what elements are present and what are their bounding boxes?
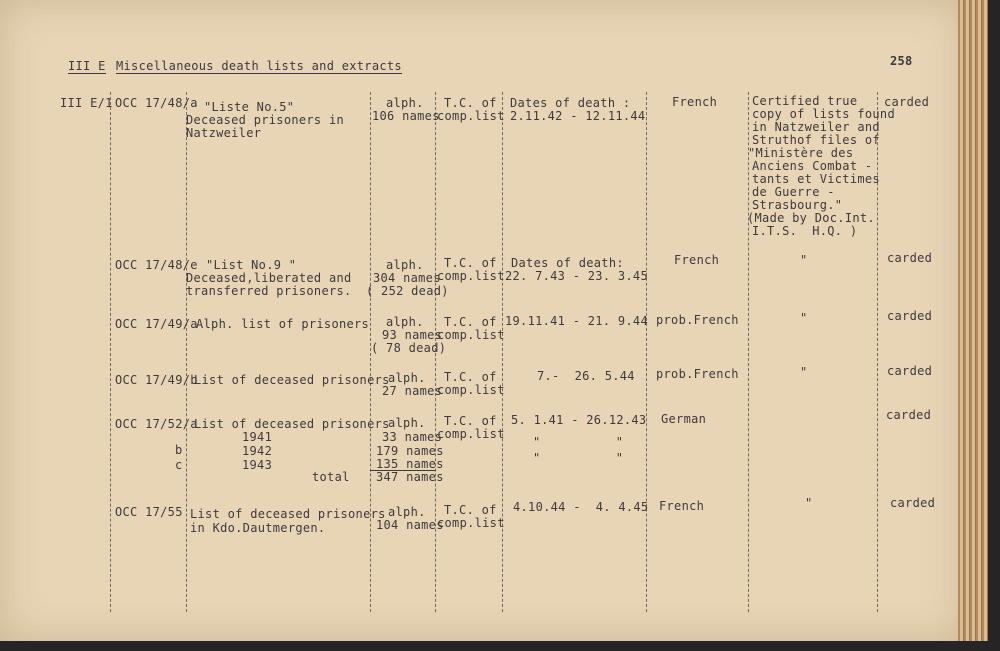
- dates-line: Dates of death :: [510, 96, 631, 110]
- remarks-line: Strasbourg.": [752, 198, 843, 212]
- copy-type-line: T.C. of: [444, 370, 497, 384]
- remarks-line: copy of lists found: [752, 107, 895, 121]
- dates-line: 4.10.44 - 4. 4.45: [513, 500, 649, 514]
- entry-ref: OCC 17/48/a: [115, 96, 198, 110]
- entry-title-line: List of deceased prisoners: [194, 417, 390, 431]
- remarks-line: de Guerre -: [752, 185, 835, 199]
- language: German: [661, 412, 707, 426]
- entry-title-line: List of deceased prisoners: [194, 373, 390, 387]
- arrangement-line: alph.: [386, 315, 424, 329]
- section-ref: III E/1: [60, 96, 113, 110]
- remarks-line: Anciens Combat -: [752, 159, 873, 173]
- arrangement-line: 135 names: [376, 457, 444, 471]
- entry-ref: OCC 17/48/e: [115, 258, 198, 272]
- column-rule: [110, 92, 111, 612]
- arrangement-line: 27 names: [382, 384, 443, 398]
- dates-line: 22. 7.43 - 23. 3.45: [505, 269, 648, 283]
- entry-title-line: "Liste No.5": [204, 100, 295, 114]
- entry-ref: OCC 17/55: [115, 505, 183, 519]
- copy-type-line: T.C. of: [444, 96, 497, 110]
- entry-title-line: Natzweiler: [186, 126, 262, 140]
- dates-line: 7.- 26. 5.44: [537, 369, 635, 383]
- copy-type-line: T.C. of: [444, 503, 497, 517]
- column-rule: [748, 92, 749, 612]
- arrangement-line: 93 names: [382, 328, 443, 342]
- entry-title-line: "List No.9 ": [206, 258, 297, 272]
- section-code: III E: [68, 59, 106, 73]
- sub-ref: c: [175, 458, 183, 472]
- entry-title-line: Deceased prisoners in: [186, 113, 345, 127]
- entry-title-line: List of deceased prisoners: [190, 507, 386, 521]
- arrangement-line: alph.: [388, 505, 426, 519]
- copy-type-line: comp.list: [437, 109, 505, 123]
- arrangement-line: ( 252 dead): [366, 284, 449, 298]
- copy-type-line: T.C. of: [444, 256, 497, 270]
- status: carded: [886, 408, 932, 422]
- column-rule: [502, 92, 503, 612]
- remarks-line: ": [805, 496, 813, 510]
- entry-title-line: in Kdo.Dautmergen.: [190, 521, 326, 535]
- remarks-line: Certified true: [752, 94, 858, 108]
- status: carded: [884, 95, 930, 109]
- dates-line: Dates of death:: [511, 256, 624, 270]
- arrangement-line: 347 names: [376, 470, 444, 484]
- arrangement-line: 106 names: [372, 109, 440, 123]
- entry-title-line: Deceased,liberated and: [186, 271, 352, 285]
- page-edge: [958, 0, 988, 641]
- dates-line: 2.11.42 - 12.11.44: [510, 109, 646, 123]
- arrangement-line: ( 78 dead): [371, 341, 447, 355]
- copy-type-line: T.C. of: [444, 414, 497, 428]
- dates-line: " ": [533, 451, 624, 465]
- column-rule: [877, 92, 878, 612]
- remarks-line: (Made by Doc.Int.: [747, 211, 875, 225]
- remarks-line: ": [800, 365, 808, 379]
- entry-title-line: transferred prisoners.: [186, 284, 352, 298]
- column-rule: [186, 92, 187, 612]
- sub-ref: b: [175, 443, 183, 457]
- arrangement-line: 104 names: [376, 518, 444, 532]
- status: carded: [887, 251, 933, 265]
- dates-line: " ": [533, 435, 624, 449]
- remarks-line: "Ministère des: [748, 146, 854, 160]
- arrangement-line: alph.: [388, 416, 426, 430]
- arrangement-line: 304 names: [373, 271, 441, 285]
- entry-title-line: 1942: [242, 444, 273, 458]
- copy-type-line: comp.list: [437, 427, 505, 441]
- entry-title-line: Alph. list of prisoners: [196, 317, 370, 331]
- status: carded: [890, 496, 936, 510]
- copy-type-line: comp.list: [437, 383, 505, 397]
- remarks-line: Struthof files of: [752, 133, 880, 147]
- entry-title-line: total: [312, 470, 350, 484]
- dates-line: 19.11.41 - 21. 9.44: [505, 314, 648, 328]
- language: prob.French: [656, 367, 739, 381]
- remarks-line: ": [800, 311, 808, 325]
- copy-type-line: comp.list: [437, 516, 505, 530]
- arrangement-line: 33 names: [382, 430, 443, 444]
- column-rule: [646, 92, 647, 612]
- arrangement-line: alph.: [386, 96, 424, 110]
- entry-ref: OCC 17/52/a: [115, 417, 198, 431]
- copy-type-line: T.C. of: [444, 315, 497, 329]
- language: French: [659, 499, 705, 513]
- remarks-line: in Natzweiler and: [752, 120, 880, 134]
- entry-ref: OCC 17/49/b: [115, 373, 198, 387]
- language: French: [672, 95, 718, 109]
- page-number: 258: [890, 54, 913, 68]
- section-title: Miscellaneous death lists and extracts: [116, 59, 402, 73]
- remarks-line: tants et Victimes: [752, 172, 880, 186]
- arrangement-line: alph.: [388, 371, 426, 385]
- entry-title-line: 1943: [242, 458, 273, 472]
- language: prob.French: [656, 313, 739, 327]
- entry-ref: OCC 17/49/a: [115, 317, 198, 331]
- remarks-line: I.T.S. H.Q. ): [752, 224, 858, 238]
- status: carded: [887, 364, 933, 378]
- remarks-line: ": [800, 253, 808, 267]
- entry-title-line: 1941: [242, 430, 273, 444]
- dates-line: 5. 1.41 - 26.12.43: [511, 413, 647, 427]
- status: carded: [887, 309, 933, 323]
- copy-type-line: comp.list: [437, 269, 505, 283]
- copy-type-line: comp.list: [437, 328, 505, 342]
- language: French: [674, 253, 720, 267]
- arrangement-line: 179 names: [376, 444, 444, 458]
- arrangement-line: alph.: [386, 258, 424, 272]
